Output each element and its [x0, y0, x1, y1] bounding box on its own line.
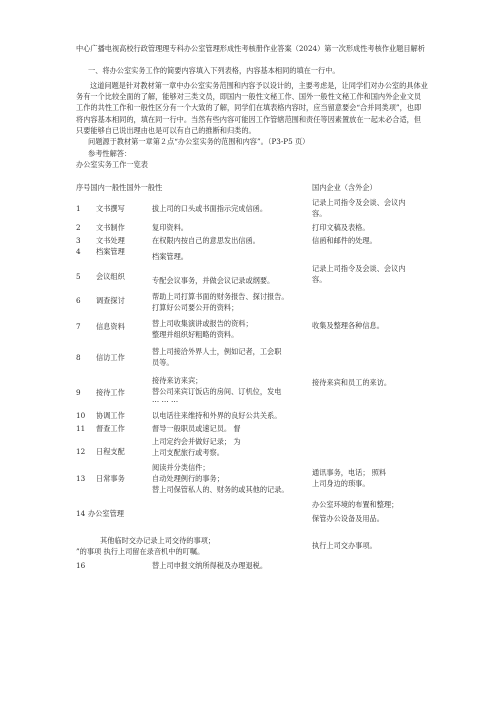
row-name: 协调工作 — [96, 411, 125, 420]
row-name: 文书撰写 — [96, 204, 125, 213]
description-line: 档案管理。 — [152, 252, 188, 261]
row-name: 接待工作 — [96, 388, 125, 397]
description-line: 帮助上司打算书面的财务报告、探讨报告。 — [152, 292, 289, 301]
row-description — [152, 275, 302, 286]
row-number: 7 — [76, 322, 81, 331]
row-number: 3 — [76, 236, 81, 245]
row-name: 信访工作 — [96, 353, 125, 362]
description-line: 替上司申报文纳所得税及办理退税。 — [152, 561, 268, 570]
row-number: 16 — [76, 561, 86, 570]
row-name: 文书制作 — [96, 223, 125, 232]
row-number: 5 — [76, 272, 81, 281]
description-line: 在权限内按自己的意思发出信函。 — [152, 236, 260, 245]
analysis-paragraph: 这道问题是针对教材第一章中办公室实务范围和内容予以设计的，主要考虑是，让同学们对办公室的具体业务有一个比较全面的了解，能够对三类文员，即国内一般性文秘工作、国外一般性文秘工作和国内外企业文员工作的共性工作和一般性区分有一个大致的了解，同学们在填表格内容时，应当留意要会“合并同类项”，也即将内容基本相同的，填在同一行中。当然有些内容可能因工作管辖范围和责任等因素置放在一起未必合适，但只要能够自已说出理由也是可以有自己的推断和归类的。 — [76, 81, 428, 135]
row-enterprise — [312, 222, 428, 233]
row-description — [152, 251, 302, 262]
row-description — [152, 436, 302, 458]
row-number: 1 — [76, 204, 81, 213]
enterprise-line: 容。 — [312, 275, 327, 284]
row-enterprise — [312, 467, 428, 489]
enterprise-line: 打印文稿及表格。 — [312, 223, 370, 232]
row-name: 调查探讨 — [96, 296, 125, 305]
description-line: … … … — [152, 395, 179, 404]
table-title: 办公室实务工作一览表 — [76, 160, 148, 169]
reference-label: 参考性解答： — [88, 149, 132, 158]
description-line: 督导一般职员或速记员。 督 — [152, 424, 241, 433]
row-description — [152, 203, 302, 214]
other-tasks-line: 其他临时交办记录上司交待的事项； — [100, 536, 216, 545]
row-description — [152, 423, 302, 434]
enterprise-line: 上司身边的琐事。 — [312, 479, 370, 488]
row-name: 信息资料 — [96, 322, 125, 331]
row-number: 2 — [76, 223, 81, 232]
enterprise-line: 记录上司指令及会谈、会议内 — [312, 198, 406, 207]
row-name: 日程支配 — [96, 447, 125, 456]
row-name: 办公室管理 — [88, 509, 124, 518]
description-line: 专配会议事务，并做会议记录或纲要。 — [152, 276, 275, 285]
row-description — [152, 462, 302, 495]
row-name: 档案管理 — [96, 247, 125, 256]
description-line: 员等。 — [152, 358, 174, 367]
enterprise-line: 保管办公设备及用品。 — [312, 514, 384, 523]
description-line: 阅读并分类信件； — [152, 463, 210, 472]
enterprise-line: 容。 — [312, 209, 327, 218]
row-name: 督查工作 — [96, 424, 125, 433]
description-line: 自动处理例行的事务； — [152, 474, 224, 483]
row-number: 11 — [76, 424, 86, 433]
row-number: 14 — [76, 509, 86, 518]
row-description — [152, 560, 302, 571]
description-line: 替上司保管私人的、财务的或其他的记录。 — [152, 485, 289, 494]
table-header-right: 国内企业（含外企） — [312, 183, 377, 192]
enterprise-line: 记录上司指令及会谈、会议内 — [312, 264, 406, 273]
enterprise-line: 接待来宾和员工的来访。 — [312, 378, 392, 387]
description-line: 整理并组织好粗略的资料。 — [152, 330, 239, 339]
description-line: 复印资料。 — [152, 223, 188, 232]
question-text: 一、将办公室实务工作的简要内容填入下列表格，内容基本相同的填在一行中。 — [88, 66, 340, 75]
row-description — [152, 291, 302, 313]
row-number: 9 — [76, 388, 81, 397]
description-line: 上司定约会并做好记录； 为 — [152, 437, 241, 446]
row-name: 会议组织 — [96, 272, 125, 281]
row-number: 10 — [76, 411, 86, 420]
row-number: 6 — [76, 296, 81, 305]
description-line: 接待来访来宾； — [152, 376, 203, 385]
description-line: 以电话往来维持和外界的良好公共关系。 — [152, 411, 282, 420]
description-line: 拔上司的口头或书面指示完成信函。 — [152, 204, 268, 213]
row-name: 日常事务 — [96, 474, 125, 483]
row-number: 13 — [76, 474, 86, 483]
row-enterprise — [312, 197, 428, 219]
description-line: 替公司来宾订饭店的房间、订机位，发电 — [152, 387, 282, 396]
row-description — [152, 410, 302, 421]
row-enterprise — [312, 377, 428, 388]
description-line: 替上司收集演讲或报告的资料； — [152, 319, 253, 328]
enterprise-line: 收集及整理各种信息。 — [312, 321, 384, 330]
row-description — [152, 375, 302, 403]
row-enterprise — [312, 499, 428, 524]
row-name: 文书处理 — [96, 236, 125, 245]
row-enterprise — [312, 235, 428, 246]
row-description — [152, 235, 302, 246]
row-enterprise — [312, 263, 428, 285]
row-number: 8 — [76, 353, 81, 362]
source-note: 问题源于教材第一章第２点“办公室实务的范围和内容”。（P3-P5 页） — [88, 137, 310, 146]
document-title: 中心广播电视高校行政管理理专科办公室管理形成性考核册作业答案（2024）第一次形成性考核作业题目解析 — [76, 44, 425, 53]
description-line: 上司支配旅行或考察。 — [152, 448, 224, 457]
enterprise-line: 执行上司交办事项。 — [312, 541, 377, 550]
row-description — [152, 222, 302, 233]
row-enterprise — [312, 320, 428, 331]
enterprise-line: 通讯事务，电话； 照料 — [312, 468, 387, 477]
table-header-left: 序号国内一般性国外一般性 — [76, 183, 163, 192]
enterprise-line: 信函和邮件的处理。 — [312, 236, 377, 245]
row-number: 4 — [76, 247, 81, 256]
row-enterprise — [312, 540, 428, 551]
row-description — [152, 346, 302, 368]
enterprise-line: 办公室环境的布置和整理； — [312, 500, 399, 509]
description-line: 替上司接洽外界人士，例如记者，工会职 — [152, 347, 282, 356]
row-number: 12 — [76, 447, 86, 456]
other-tasks-line: ”的事项 执行上司留在录音机中的叮嘱。 — [76, 547, 205, 556]
description-line: 打算好公司要公开的资料； — [152, 303, 239, 312]
row-description — [152, 318, 302, 340]
